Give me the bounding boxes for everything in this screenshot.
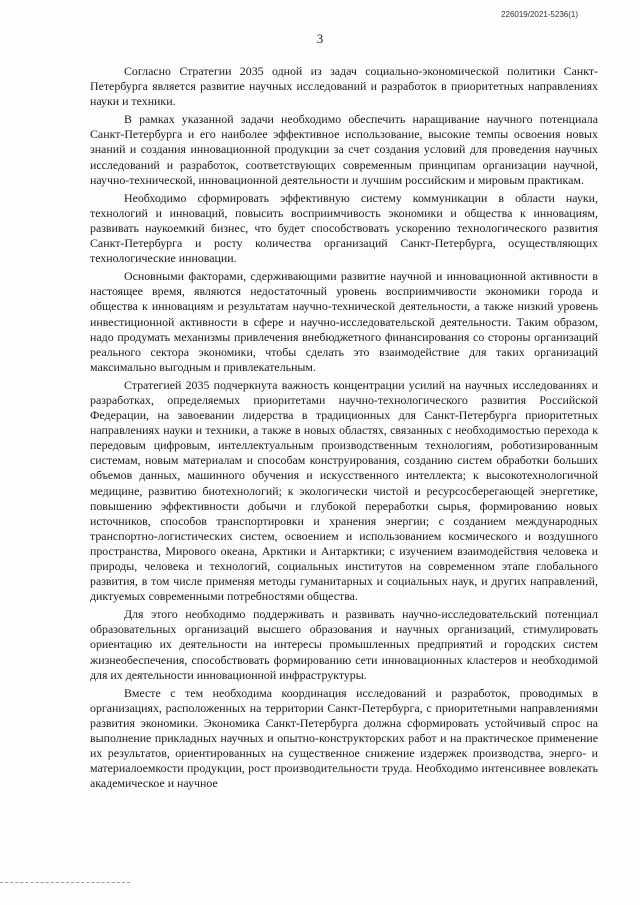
paragraph: Вместе с тем необходима координация исследований и разработок, проводимых в организациях, расположенных на территории Санкт-Петербурга, с приоритетными направлениями развития экономики. Экономика Санкт-Петербурга должна сформировать устойчивый спрос на выполнение прикладных научных и опытно-конструкторских работ и на практическое применение их результатов, ориентированных на существенное снижение издержек производства, энерго- и материалоемкости продукции, рост производительности труда. Необходимо интенсивнее вовлекать академическое и научное <box>90 685 598 791</box>
paragraph: Необходимо сформировать эффективную систему коммуникации в области науки, технологий и инноваций, повысить восприимчивость экономики и общества к инновациям, развивать наукоемкий бизнес, что будет способствовать ускорению технологического развития Санкт-Петербурга и росту количества организаций Санкт-Петербурга, осуществляющих технологические инновации. <box>90 190 598 266</box>
paragraph: Согласно Стратегии 2035 одной из задач социально-экономической политики Санкт-Петербурга является развитие научных исследований и разработок в приоритетных направлениях науки и техники. <box>90 64 598 109</box>
footer-scan-line <box>0 882 130 883</box>
document-registration-number: 226019/2021-5236(1) <box>501 10 578 19</box>
paragraph: Для этого необходимо поддерживать и развивать научно-исследовательский потенциал образовательных организаций высшего образования и научных организаций, стимулировать ориентацию их деятельности на интересы промышленных предприятий и городских систем жизнеобеспечения, способствовать формированию сети инновационных кластеров и необходимой для их деятельности инновационной инфраструктуры. <box>90 607 598 682</box>
paragraph: В рамках указанной задачи необходимо обеспечить наращивание научного потенциала Санкт-Петербурга и его наиболее эффективное использование, высокие темпы освоения новых знаний и создания инновационной продукции за счет создания условий для проведения научных исследований и разработок, соответствующих современным принципам организации научной, научно-технической, инновационной деятельности и лучшим российским и мировым практикам. <box>90 112 598 187</box>
paragraph: Стратегией 2035 подчеркнута важность концентрации усилий на научных исследованиях и разработках, определяемых приоритетами научно-технологического развития Российской Федерации, на завоевании лидерства в традиционных для Санкт-Петербурга приоритетных направлениях науки и техники, а также в новых областях, связанных с необходимостью перехода к передовым цифровым, интеллектуальным производственным технологиям, роботизированным системам, новым материалам и способам конструирования, созданию систем обработки больших объемов данных, машинного обучения и искусственного интеллекта; к высокотехнологичной медицине, развитию биотехнологий; к экологически чистой и ресурсосберегающей энергетике, повышению эффективности добычи и глубокой переработки сырья, формированию новых источников, способов транспортировки и хранения энергии; с созданием международных транспортно-логистических систем, освоением и использованием космического и воздушного пространства, Мирового океана, Арктики и Антарктики; с изучением взаимодействия человека и природы, человека и технологий, социальных институтов на современном этапе глобального развития, в том числе применяя методы гуманитарных и социальных наук, и других направлений, диктуемых современными потребностями общества. <box>90 377 598 604</box>
page-number: 3 <box>316 31 324 46</box>
document-body <box>90 64 598 794</box>
paragraph: Основными факторами, сдерживающими развитие научной и инновационной активности в настоящее время, являются недостаточный уровень восприимчивости экономики города и общества к инновациям и результатам научно-технической деятельности, а также низкий уровень инвестиционной активности в сфере и научно-исследовательской деятельности. Таким образом, надо продумать механизмы привлечения внебюджетного финансирования со стороны организаций реального сектора экономики, чтобы сделать это взаимодействие для таких организаций максимально выгодным и привлекательным. <box>90 269 598 374</box>
